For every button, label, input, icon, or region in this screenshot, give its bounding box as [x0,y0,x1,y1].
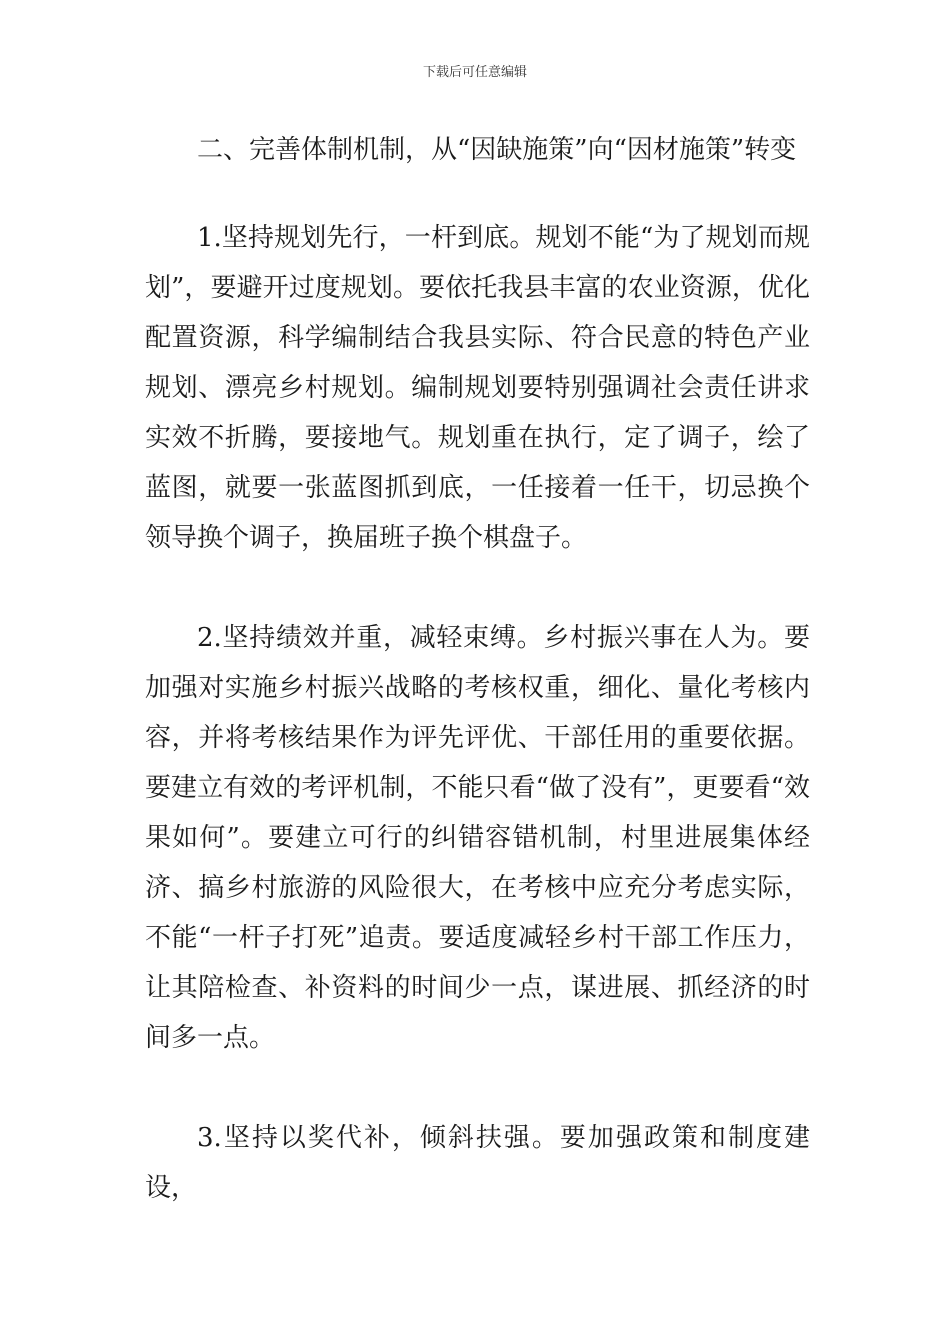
paragraph-1: 1.坚持规划先行，一杆到底。规划不能“为了规划而规划”，要避开过度规划。要依托我县丰富的农业资源，优化配置资源，科学编制结合我县实际、符合民意的特色产业规划、漂亮乡村规划。编制规划要特别强调社会责任讲求实效不折腾，要接地气。规划重在执行，定了调子，绘了蓝图，就要一张蓝图抓到底，一任接着一任干，切忌换个领导换个调子，换届班子换个棋盘子。 [145,223,810,553]
paragraph-2: 2.坚持绩效并重，减轻束缚。乡村振兴事在人为。要加强对实施乡村振兴战略的考核权重，细化、量化考核内容，并将考核结果作为评先评优、干部任用的重要依据。要建立有效的考评机制，不能只看“做了没有”，更要看“效果如何”。要建立可行的纠错容错机制，村里进展集体经济、搞乡村旅游的风险很大，在考核中应充分考虑实际，不能“一杆子打死”追责。要适度减轻乡村干部工作压力，让其陪检查、补资料的时间少一点，谋进展、抓经济的时间多一点。 [145,623,810,1053]
paragraph-3: 3.坚持以奖代补，倾斜扶强。要加强政策和制度建设， [145,1123,810,1203]
page-header: 下载后可任意编辑 [422,65,527,80]
section-heading: 二、完善体制机制，从“因缺施策”向“因材施策”转变 [197,135,797,165]
document-body [145,125,810,1213]
